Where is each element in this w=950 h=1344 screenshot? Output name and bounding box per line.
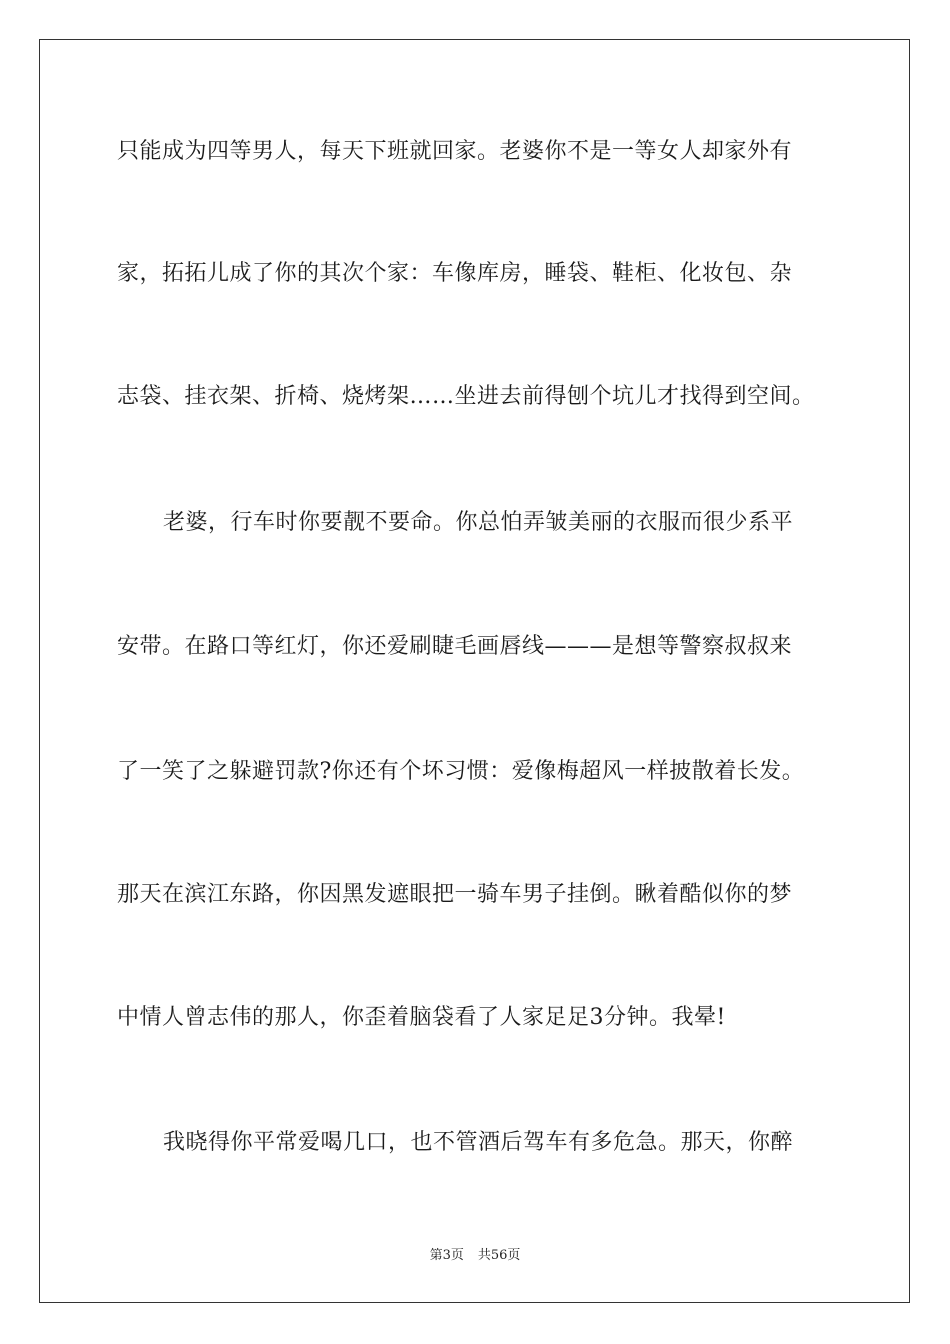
text-line-5: 安带。在路口等红灯，你还爱刷睫毛画唇线———是想等警察叔叔来 — [117, 634, 793, 659]
page-number: 第3页 — [429, 1248, 464, 1263]
page-frame — [39, 39, 910, 1303]
text-line-2: 家，拓拓儿成了你的其次个家：车像库房，睡袋、鞋柜、化妆包、杂 — [117, 261, 793, 286]
page-footer — [0, 1247, 950, 1265]
paragraph-start-line-9: 我晓得你平常爱喝几口，也不管酒后驾车有多危急。那天，你醉 — [163, 1130, 794, 1155]
text-line-8: 中情人曾志伟的那人，你歪着脑袋看了人家足足3分钟。我晕! — [117, 1005, 726, 1030]
paragraph-start-line-4: 老婆，行车时你要靓不要命。你总怕弄皱美丽的衣服而很少系平 — [163, 510, 794, 535]
total-pages: 共56页 — [477, 1248, 521, 1263]
text-line-3: 志袋、挂衣架、折椅、烧烤架……坐进去前得刨个坑儿才找得到空间。 — [117, 384, 815, 409]
text-line-6: 了一笑了之躲避罚款?你还有个坏习惯：爱像梅超风一样披散着长发。 — [117, 759, 805, 784]
text-line-7: 那天在滨江东路，你因黑发遮眼把一骑车男子挂倒。瞅着酷似你的梦 — [117, 882, 793, 907]
text-line-1: 只能成为四等男人，每天下班就回家。老婆你不是一等女人却家外有 — [117, 139, 793, 164]
